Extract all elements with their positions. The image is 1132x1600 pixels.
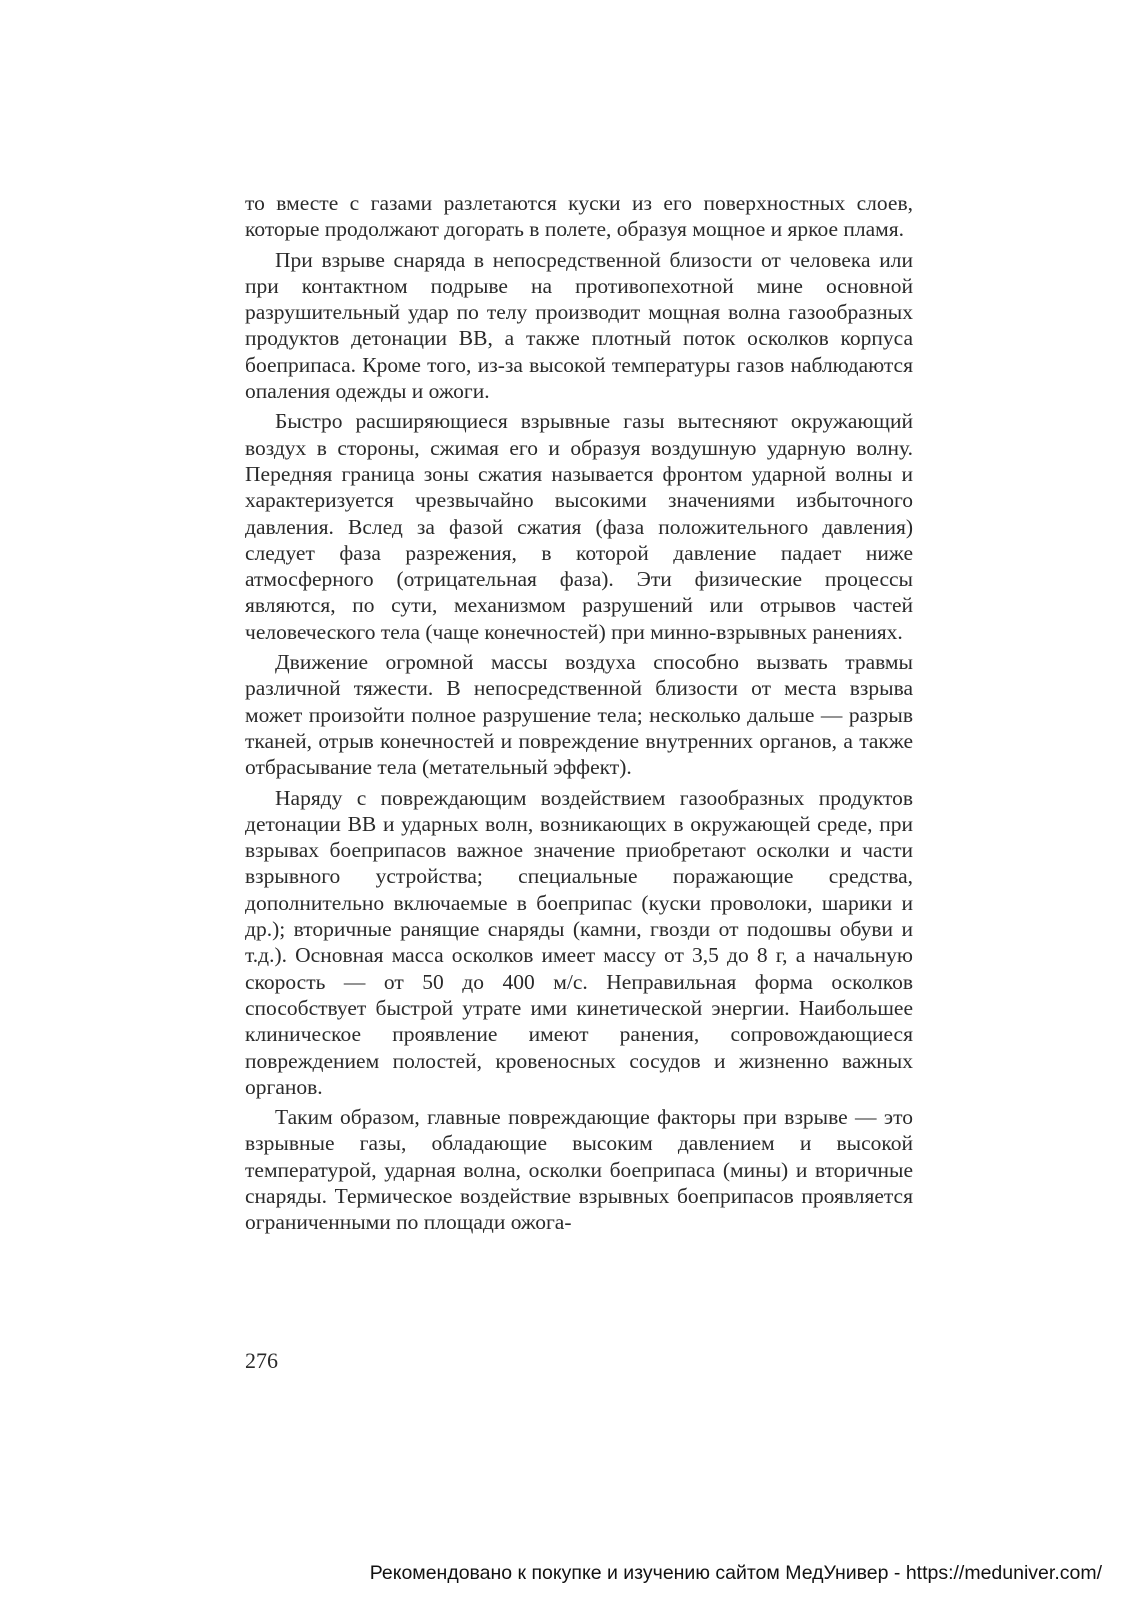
paragraph-4: Движение огромной массы воздуха способно вызвать травмы различной тяжести. В непосредственной близости от места взрыва может произойти полное разрушение тела; несколько дальше — разрыв тканей, отрыв конечностей и повреждение внутренних органов, а также отбрасывание тела (метательный эффект). xyxy=(245,650,913,780)
paragraph-2: При взрыве снаряда в непосредственной близости от человека или при контактном подрыве на противопехотной мине основной разрушительный удар по телу производит мощная волна газообразных продуктов детонации ВВ, а также плотный поток осколков корпуса боеприпаса. Кроме того, из-за высокой температуры газов наблюдаются опаления одежды и ожоги. xyxy=(245,247,913,404)
footer-recommendation: Рекомендовано к покупке и изучению сайтом МедУнивер - https://meduniver.com/ xyxy=(369,1562,1102,1584)
paragraph-5: Наряду с повреждающим воздействием газообразных продуктов детонации ВВ и ударных волн, возникающих в окружающей среде, при взрывах боеприпасов важное значение приобретают осколки и части взрывного устройства; специальные поражающие средства, дополнительно включаемые в боеприпас (куски проволоки, шарики и др.); вторичные ранящие снаряды (камни, гвозди от подошвы обуви и т.д.). Основная масса осколков имеет массу от 3,5 до 8 г, а начальную скорость — от 50 до 400 м/с. Неправильная форма осколков способствует быстрой утрате ими кинетической энергии. Наибольшее клиническое проявление имеют ранения, сопровождающиеся повреждением полостей, кровеносных сосудов и жизненно важных органов. xyxy=(245,785,913,1099)
body-text xyxy=(245,190,913,1240)
paragraph-1: то вместе с газами разлетаются куски из его поверхностных слоев, которые продолжают догорать в полете, образуя мощное и яркое пламя. xyxy=(245,191,913,242)
paragraph-3: Быстро расширяющиеся взрывные газы вытесняют окружающий воздух в стороны, сжимая его и образуя воздушную ударную волну. Передняя граница зоны сжатия называется фронтом ударной волны и характеризуется чрезвычайно высокими значениями избыточного давления. Вслед за фазой сжатия (фаза положительного давления) следует фаза разрежения, в которой давление падает ниже атмосферного (отрицательная фаза). Эти физические процессы являются, по сути, механизмом разрушений или отрывов частей человеческого тела (чаще конечностей) при минно-взрывных ранениях. xyxy=(245,409,913,644)
page-number: 276 xyxy=(245,1348,278,1373)
paragraph-6: Таким образом, главные повреждающие факторы при взрыве — это взрывные газы, обладающие высоким давлением и высокой температурой, ударная волна, осколки боеприпаса (мины) и вторичные снаряды. Термическое воздействие взрывных боеприпасов проявляется ограниченными по площади ожога- xyxy=(245,1105,913,1235)
